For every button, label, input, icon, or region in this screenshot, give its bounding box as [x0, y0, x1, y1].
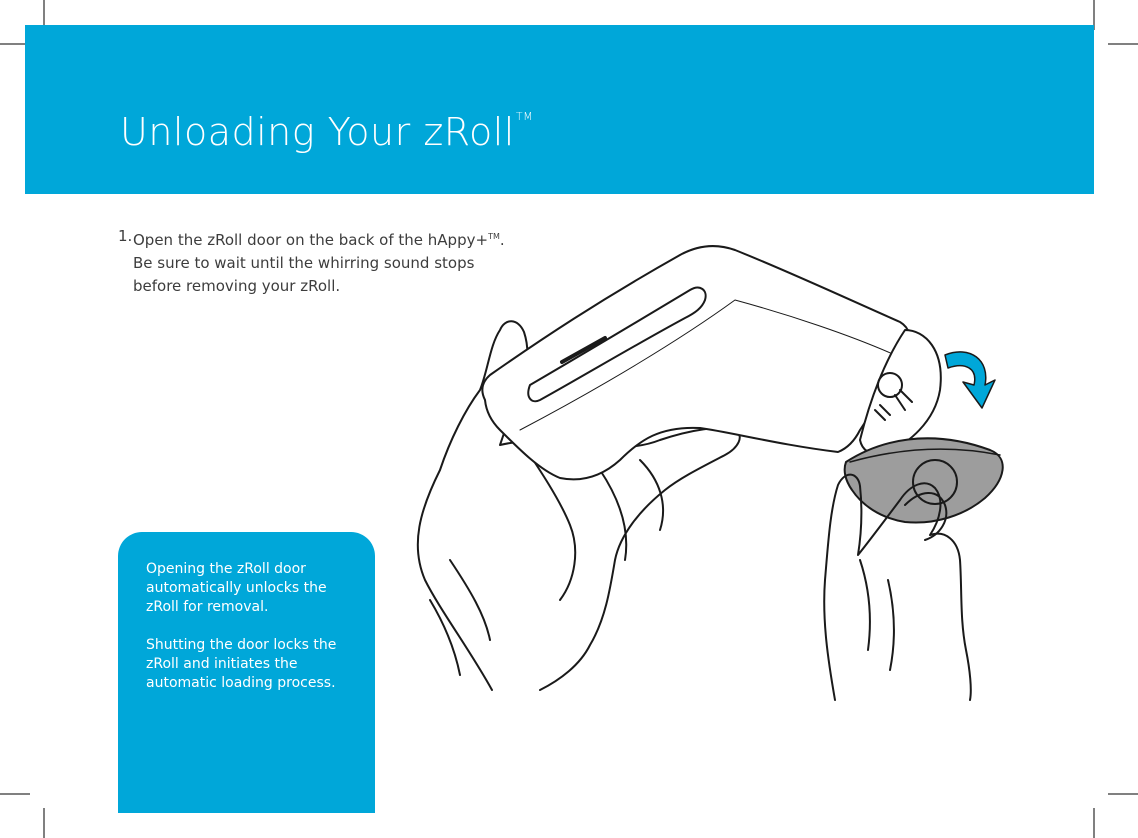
note-text [146, 560, 351, 712]
header-band [25, 25, 1094, 194]
trademark-symbol: TM [515, 110, 534, 123]
step-line-1-end: . [499, 231, 505, 249]
note-box [118, 532, 375, 813]
device-body [482, 246, 909, 479]
page-title [120, 110, 534, 154]
step-line-2: Be sure to wait until the whirring sound stops [133, 254, 475, 272]
note-paragraph-1: Opening the zRoll door automatically unlocks the zRoll for removal. [146, 561, 327, 615]
curved-arrow-icon [945, 352, 995, 408]
device-illustration [380, 230, 1040, 710]
note-paragraph-2: Shutting the door locks the zRoll and initiates the automatic loading process. [146, 637, 337, 691]
step-line-3: before removing your zRoll. [133, 277, 341, 295]
page-title-text: Unloading Your zRoll [120, 110, 515, 154]
step-number: 1. [118, 227, 133, 245]
step-line-1-text: Open the zRoll door on the back of the hAppy+ [133, 231, 489, 249]
step-trademark: TM [488, 232, 500, 241]
